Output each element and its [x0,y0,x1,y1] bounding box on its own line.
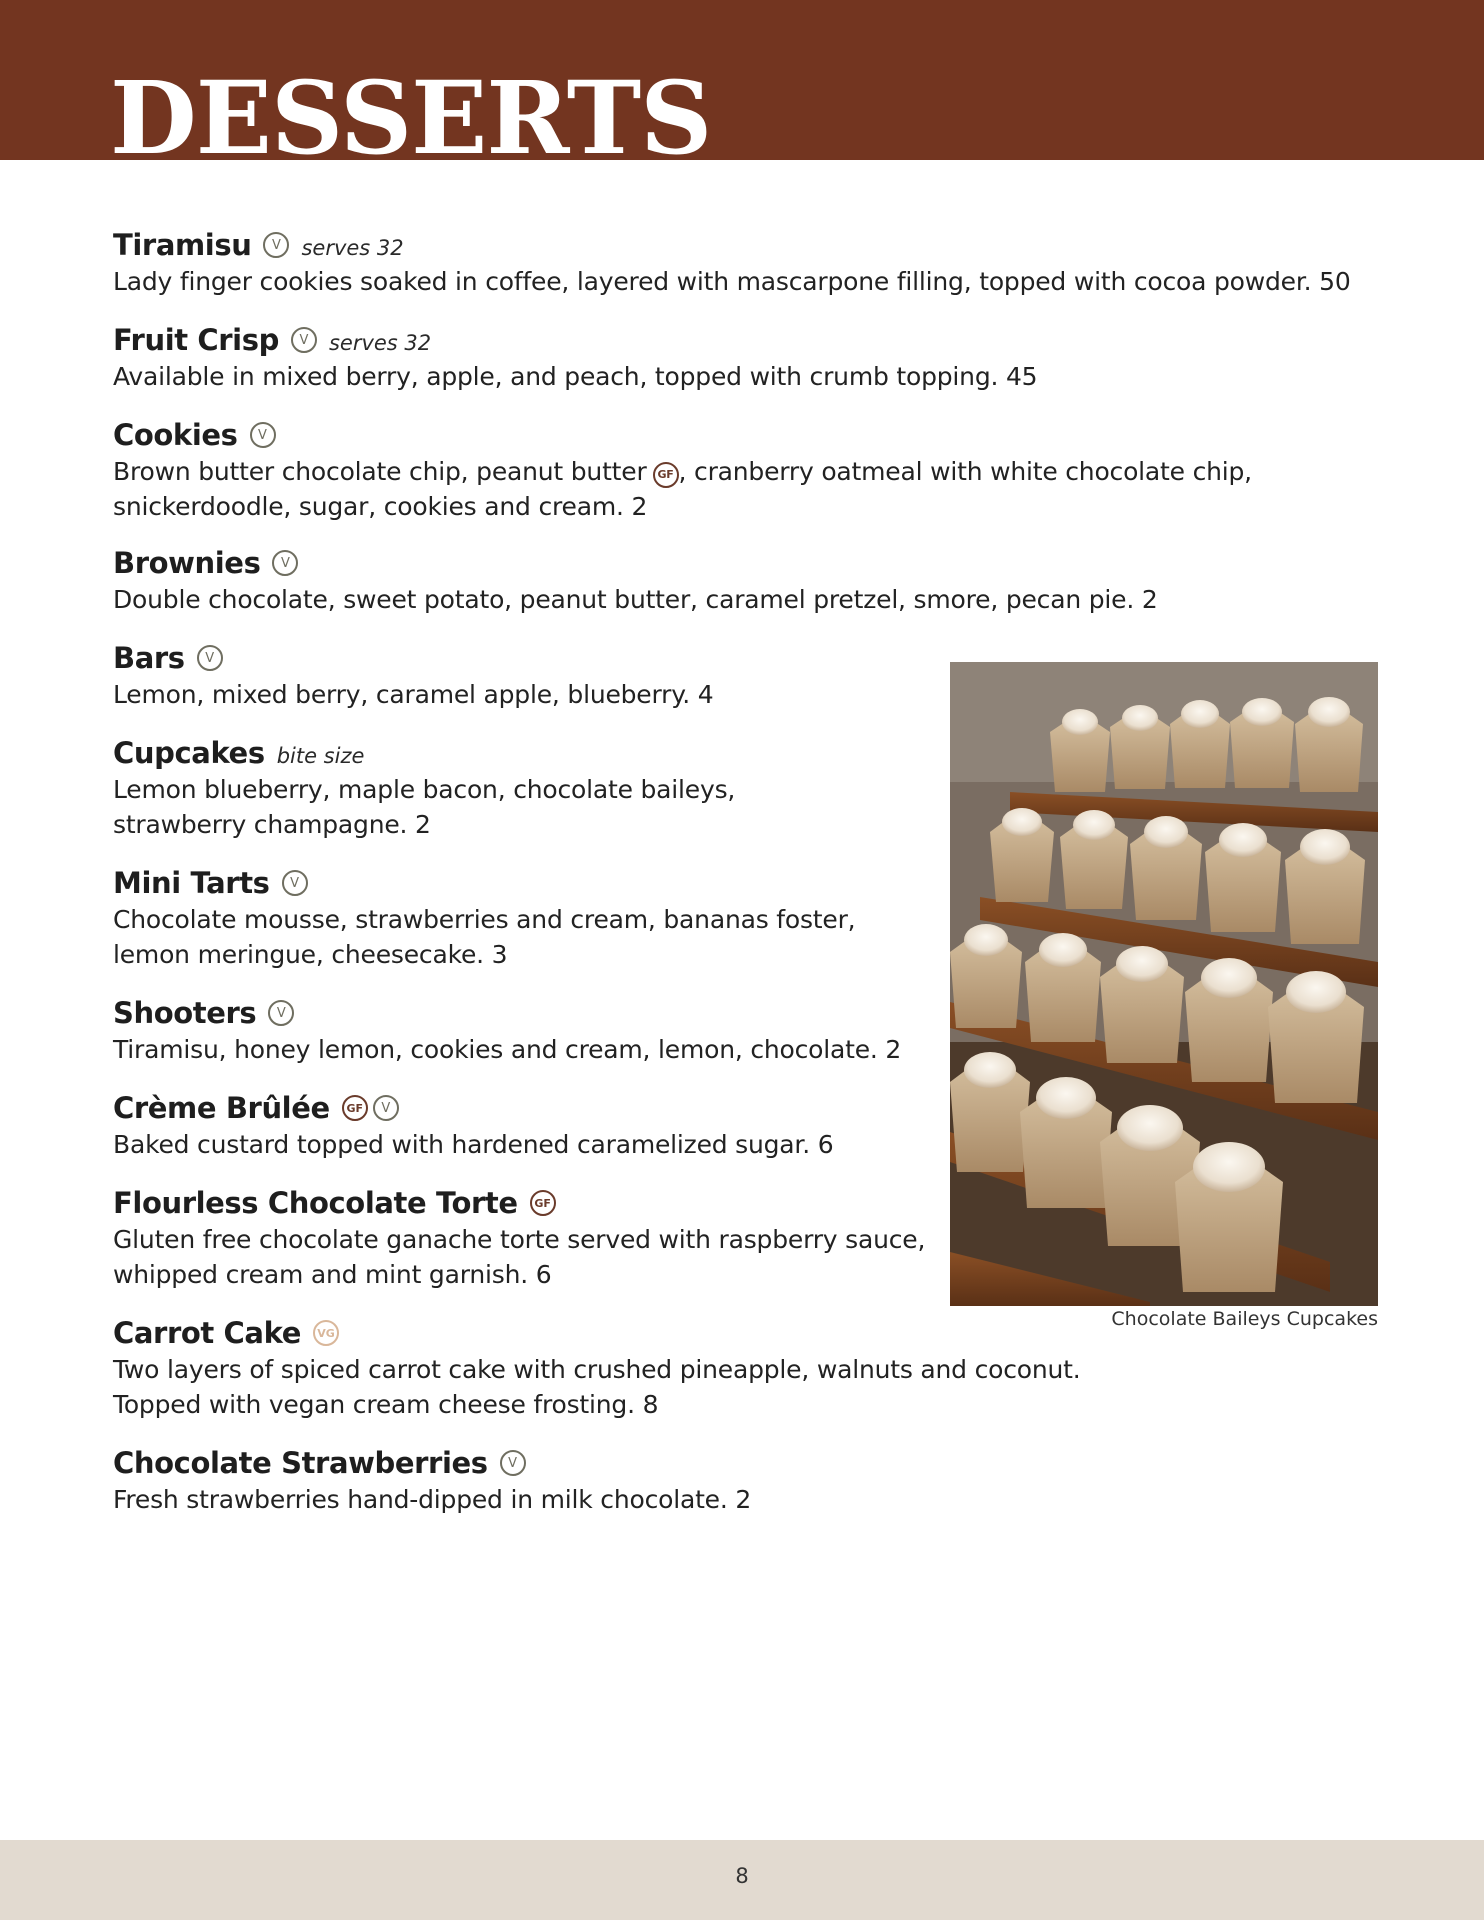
item-description [113,1352,1393,1422]
item-description [113,454,1393,524]
vegetarian-icon: V [268,1000,294,1026]
description-line: Two layers of spiced carrot cake with crushed pineapple, walnuts and coconut. [113,1355,1081,1384]
menu-item-cookies [113,416,1393,524]
menu-item-fruit-crisp [113,321,1393,394]
item-name: Crème Brûlée [113,1091,330,1125]
vegetarian-icon: V [250,422,276,448]
description-line: lemon meringue, cheesecake. 3 [113,940,508,969]
item-name: Chocolate Strawberries [113,1446,488,1480]
description-text: , cranberry oatmeal with white chocolate chip, snickerdoodle, sugar, cookies and cream. 2 [113,457,1252,521]
header-band [0,0,1484,160]
item-name: Shooters [113,996,257,1030]
serving-note: serves 32 [301,236,404,260]
size-note: bite size [276,744,365,768]
vegetarian-icon: V [373,1095,399,1121]
vegetarian-icon: V [291,327,317,353]
item-description: Double chocolate, sweet potato, peanut butter, caramel pretzel, smore, pecan pie. 2 [113,585,1158,614]
item-description [113,902,933,972]
footer-band [0,1840,1484,1920]
description-line: Chocolate mousse, strawberries and cream, bananas foster, [113,905,856,934]
description-line: strawberry champagne. 2 [113,810,431,839]
page-title: DESSERTS [110,59,712,160]
description-line: Topped with vegan cream cheese frosting. 8 [113,1390,659,1419]
item-name: Cookies [113,418,238,452]
gluten-free-icon: GF [530,1190,556,1216]
page-number: 8 [735,1864,749,1888]
description-line: Lemon blueberry, maple bacon, chocolate baileys, [113,775,736,804]
serving-note: serves 32 [328,331,432,355]
item-name: Brownies [113,546,261,580]
item-description [113,1222,933,1292]
vegetarian-icon: V [197,645,223,671]
item-name: Carrot Cake [113,1316,301,1350]
vegan-icon: VG [313,1320,339,1346]
vegetarian-icon: V [282,870,308,896]
item-description [113,772,933,842]
item-name: Tiramisu [113,228,252,262]
menu-item-carrot-cake [113,1314,1393,1422]
vegetarian-icon: V [272,550,298,576]
menu-item-tiramisu [113,226,1393,299]
description-line: Gluten free chocolate ganache torte served with raspberry sauce, [113,1225,926,1254]
item-name: Fruit Crisp [113,323,279,357]
menu-item-chocolate-strawberries [113,1444,1393,1517]
vegetarian-icon: V [263,232,289,258]
description-line: whipped cream and mint garnish. 6 [113,1260,552,1289]
photo-caption: Chocolate Baileys Cupcakes [1111,1308,1378,1330]
cupcakes-illustration [950,662,1378,1306]
menu-item-brownies [113,544,1393,617]
gluten-free-icon: GF [342,1095,368,1121]
item-description: Available in mixed berry, apple, and peach, topped with crumb topping. 45 [113,362,1038,391]
item-name: Cupcakes [113,736,265,770]
item-description: Lady finger cookies soaked in coffee, layered with mascarpone filling, topped with cocoa powder. 50 [113,267,1351,296]
vegetarian-icon: V [500,1450,526,1476]
cupcakes-photo [950,662,1378,1306]
item-description: Lemon, mixed berry, caramel apple, blueberry. 4 [113,680,714,709]
description-text: Brown butter chocolate chip, peanut butter [113,457,647,486]
item-name: Bars [113,641,185,675]
item-description: Fresh strawberries hand-dipped in milk chocolate. 2 [113,1485,752,1514]
gluten-free-icon: GF [653,462,679,488]
item-name: Mini Tarts [113,866,270,900]
item-name: Flourless Chocolate Torte [113,1186,518,1220]
item-description: Baked custard topped with hardened caramelized sugar. 6 [113,1130,834,1159]
item-description: Tiramisu, honey lemon, cookies and cream, lemon, chocolate. 2 [113,1035,902,1064]
